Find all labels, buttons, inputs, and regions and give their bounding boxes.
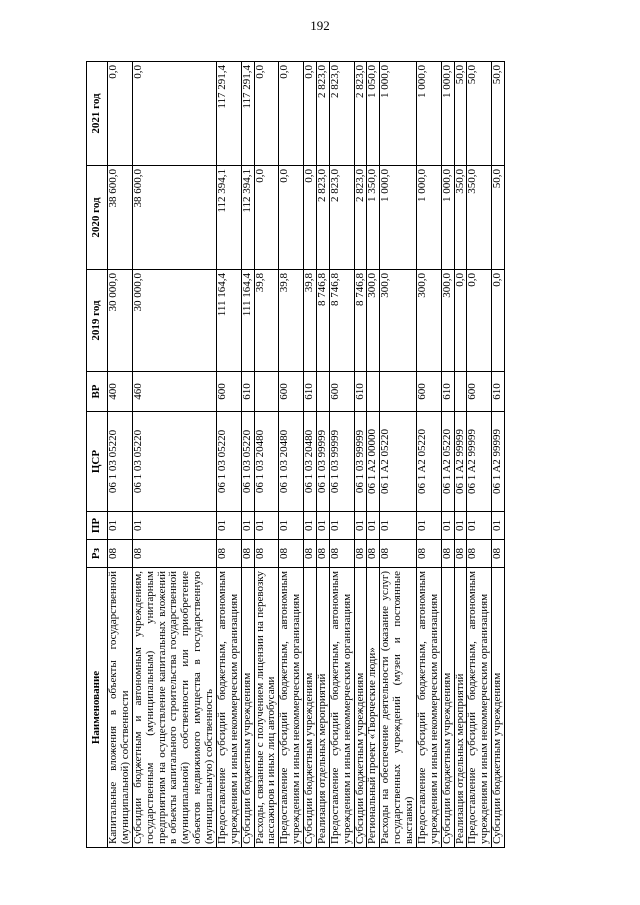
rz-cell: 08 <box>416 540 441 568</box>
value-2020-cell: 0,0 <box>279 166 304 270</box>
value-2020-cell: 112 394,1 <box>241 166 254 270</box>
value-2020-cell: 1 350,0 <box>367 166 380 270</box>
vr-cell <box>367 372 380 412</box>
value-2021-cell: 50,0 <box>492 62 505 166</box>
rz-cell: 08 <box>367 540 380 568</box>
table-row <box>329 62 354 848</box>
value-2019-cell: 39,8 <box>254 270 279 372</box>
rz-cell: 08 <box>216 540 241 568</box>
value-2019-cell: 111 164,4 <box>216 270 241 372</box>
pr-cell: 01 <box>304 512 317 540</box>
vr-cell <box>380 372 417 412</box>
value-2020-cell: 0,0 <box>304 166 317 270</box>
value-2020-cell: 1 000,0 <box>416 166 441 270</box>
table-row <box>254 62 279 848</box>
csr-cell: 06 1 03 20480 <box>279 412 304 512</box>
pr-cell: 01 <box>441 512 454 540</box>
vr-cell: 600 <box>329 372 354 412</box>
value-2021-cell: 1 000,0 <box>416 62 441 166</box>
budget-table <box>86 61 505 848</box>
csr-cell: 06 1 A2 99999 <box>467 412 492 512</box>
csr-cell: 06 1 A2 05220 <box>441 412 454 512</box>
name-cell: Реализация отдельных мероприятий <box>316 568 329 848</box>
page-number: 192 <box>310 18 330 33</box>
header-2019: 2019 год <box>87 270 108 372</box>
csr-cell: 06 1 A2 05220 <box>416 412 441 512</box>
csr-cell: 06 1 A2 99999 <box>454 412 467 512</box>
pr-cell: 01 <box>454 512 467 540</box>
pr-cell: 01 <box>354 512 367 540</box>
value-2020-cell: 2 823,0 <box>329 166 354 270</box>
table-row <box>441 62 454 848</box>
vr-cell <box>454 372 467 412</box>
rz-cell: 08 <box>279 540 304 568</box>
csr-cell: 06 1 03 05220 <box>108 412 133 512</box>
vr-cell: 460 <box>132 372 216 412</box>
name-cell: Расходы, связанные с получением лицензии на перевозку пассажиров и иных лиц автобусами <box>254 568 279 848</box>
csr-cell: 06 1 03 99999 <box>354 412 367 512</box>
name-cell: Реализация отдельных мероприятий <box>454 568 467 848</box>
header-rz: Рз <box>87 540 108 568</box>
vr-cell: 600 <box>216 372 241 412</box>
csr-cell: 06 1 03 99999 <box>316 412 329 512</box>
pr-cell: 01 <box>254 512 279 540</box>
header-csr: ЦСР <box>87 412 108 512</box>
table-row <box>279 62 304 848</box>
table-row <box>316 62 329 848</box>
vr-cell <box>254 372 279 412</box>
value-2021-cell: 0,0 <box>254 62 279 166</box>
header-pr: ПР <box>87 512 108 540</box>
table-row <box>132 62 216 848</box>
csr-cell: 06 1 03 20480 <box>254 412 279 512</box>
csr-cell: 06 1 03 99999 <box>329 412 354 512</box>
value-2020-cell: 2 823,0 <box>354 166 367 270</box>
header-name: Наименование <box>87 568 108 848</box>
table-header-row <box>87 62 108 848</box>
value-2019-cell: 111 164,4 <box>241 270 254 372</box>
pr-cell: 01 <box>279 512 304 540</box>
pr-cell: 01 <box>416 512 441 540</box>
rz-cell: 08 <box>316 540 329 568</box>
csr-cell: 06 1 03 05220 <box>132 412 216 512</box>
name-cell: Предоставление субсидий бюджетным, автономным учреждениям и иным некоммерческим организациям <box>216 568 241 848</box>
header-vr: ВР <box>87 372 108 412</box>
value-2019-cell: 8 746,8 <box>329 270 354 372</box>
rz-cell: 08 <box>108 540 133 568</box>
name-cell: Субсидии бюджетным учреждениям <box>441 568 454 848</box>
table-row <box>416 62 441 848</box>
value-2020-cell: 38 600,0 <box>132 166 216 270</box>
value-2020-cell: 350,0 <box>467 166 492 270</box>
value-2019-cell: 0,0 <box>467 270 492 372</box>
pr-cell: 01 <box>492 512 505 540</box>
pr-cell: 01 <box>108 512 133 540</box>
table-row <box>354 62 367 848</box>
name-cell: Субсидии бюджетным учреждениям <box>354 568 367 848</box>
name-cell: Субсидии бюджетным учреждениям <box>492 568 505 848</box>
csr-cell: 06 1 03 05220 <box>241 412 254 512</box>
pr-cell: 01 <box>241 512 254 540</box>
rz-cell: 08 <box>454 540 467 568</box>
value-2020-cell: 38 600,0 <box>108 166 133 270</box>
value-2020-cell: 1 000,0 <box>441 166 454 270</box>
value-2021-cell: 117 291,4 <box>216 62 241 166</box>
value-2019-cell: 0,0 <box>454 270 467 372</box>
table-row <box>380 62 417 848</box>
csr-cell: 06 1 A2 00000 <box>367 412 380 512</box>
vr-cell: 610 <box>441 372 454 412</box>
name-cell: Предоставление субсидий бюджетным, автономным учреждениям и иным некоммерческим организациям <box>279 568 304 848</box>
rz-cell: 08 <box>304 540 317 568</box>
value-2019-cell: 8 746,8 <box>354 270 367 372</box>
vr-cell: 610 <box>354 372 367 412</box>
name-cell: Субсидии бюджетным учреждениям <box>241 568 254 848</box>
csr-cell: 06 1 03 05220 <box>216 412 241 512</box>
value-2019-cell: 300,0 <box>367 270 380 372</box>
rz-cell: 08 <box>241 540 254 568</box>
value-2021-cell: 2 823,0 <box>329 62 354 166</box>
rz-cell: 08 <box>441 540 454 568</box>
value-2021-cell: 0,0 <box>132 62 216 166</box>
pr-cell: 01 <box>467 512 492 540</box>
value-2020-cell: 50,0 <box>492 166 505 270</box>
pr-cell: 01 <box>316 512 329 540</box>
table-row <box>367 62 380 848</box>
table-row <box>467 62 492 848</box>
value-2021-cell: 0,0 <box>279 62 304 166</box>
name-cell: Предоставление субсидий бюджетным, автономным учреждениям и иным некоммерческим организациям <box>416 568 441 848</box>
table-row <box>454 62 467 848</box>
value-2019-cell: 300,0 <box>380 270 417 372</box>
value-2020-cell: 112 394,1 <box>216 166 241 270</box>
value-2021-cell: 1 000,0 <box>441 62 454 166</box>
pr-cell: 01 <box>132 512 216 540</box>
rz-cell: 08 <box>354 540 367 568</box>
csr-cell: 06 1 A2 05220 <box>380 412 417 512</box>
table-row <box>108 62 133 848</box>
table-row <box>304 62 317 848</box>
value-2021-cell: 1 050,0 <box>367 62 380 166</box>
value-2019-cell: 39,8 <box>304 270 317 372</box>
pr-cell: 01 <box>380 512 417 540</box>
value-2021-cell: 50,0 <box>467 62 492 166</box>
rz-cell: 08 <box>132 540 216 568</box>
value-2021-cell: 2 823,0 <box>316 62 329 166</box>
rz-cell: 08 <box>467 540 492 568</box>
value-2021-cell: 50,0 <box>454 62 467 166</box>
value-2021-cell: 117 291,4 <box>241 62 254 166</box>
name-cell: Предоставление субсидий бюджетным, автономным учреждениям и иным некоммерческим организациям <box>467 568 492 848</box>
vr-cell: 600 <box>467 372 492 412</box>
vr-cell: 400 <box>108 372 133 412</box>
value-2021-cell: 1 000,0 <box>380 62 417 166</box>
value-2020-cell: 350,0 <box>454 166 467 270</box>
table-row <box>492 62 505 848</box>
vr-cell: 610 <box>241 372 254 412</box>
vr-cell: 610 <box>304 372 317 412</box>
name-cell: Субсидии бюджетным и автономным учреждениям, государственным (муниципальным) унитарным предприятиям на осуществление капитальных вложений в объекты капитального строительства государственной (муниципальной) собственности или приобретение объектов недвижимого имущества в государственную (муниципальную) собственность <box>132 568 216 848</box>
value-2019-cell: 8 746,8 <box>316 270 329 372</box>
name-cell: Региональный проект «Творческие люди» <box>367 568 380 848</box>
value-2021-cell: 2 823,0 <box>354 62 367 166</box>
value-2021-cell: 0,0 <box>304 62 317 166</box>
vr-cell: 600 <box>279 372 304 412</box>
header-2020: 2020 год <box>87 166 108 270</box>
value-2019-cell: 0,0 <box>492 270 505 372</box>
table-body <box>108 62 505 848</box>
table-row <box>216 62 241 848</box>
value-2019-cell: 30 000,0 <box>132 270 216 372</box>
value-2019-cell: 300,0 <box>416 270 441 372</box>
value-2020-cell: 0,0 <box>254 166 279 270</box>
pr-cell: 01 <box>216 512 241 540</box>
vr-cell <box>316 372 329 412</box>
rotated-page-content <box>86 62 556 848</box>
vr-cell: 600 <box>416 372 441 412</box>
rz-cell: 08 <box>254 540 279 568</box>
csr-cell: 06 1 03 20480 <box>304 412 317 512</box>
value-2019-cell: 300,0 <box>441 270 454 372</box>
value-2019-cell: 39,8 <box>279 270 304 372</box>
header-2021: 2021 год <box>87 62 108 166</box>
name-cell: Предоставление субсидий бюджетным, автономным учреждениям и иным некоммерческим организациям <box>329 568 354 848</box>
name-cell: Капитальные вложения в объекты государственной (муниципальной) собственности <box>108 568 133 848</box>
rz-cell: 08 <box>380 540 417 568</box>
pr-cell: 01 <box>367 512 380 540</box>
rz-cell: 08 <box>492 540 505 568</box>
table-row <box>241 62 254 848</box>
name-cell: Субсидии бюджетным учреждениям <box>304 568 317 848</box>
value-2020-cell: 2 823,0 <box>316 166 329 270</box>
value-2021-cell: 0,0 <box>108 62 133 166</box>
value-2020-cell: 1 000,0 <box>380 166 417 270</box>
rz-cell: 08 <box>329 540 354 568</box>
vr-cell: 610 <box>492 372 505 412</box>
value-2019-cell: 30 000,0 <box>108 270 133 372</box>
name-cell: Расходы на обеспечение деятельности (оказание услуг) государственных учреждений (музеи и постоянные выставки) <box>380 568 417 848</box>
csr-cell: 06 1 A2 99999 <box>492 412 505 512</box>
pr-cell: 01 <box>329 512 354 540</box>
